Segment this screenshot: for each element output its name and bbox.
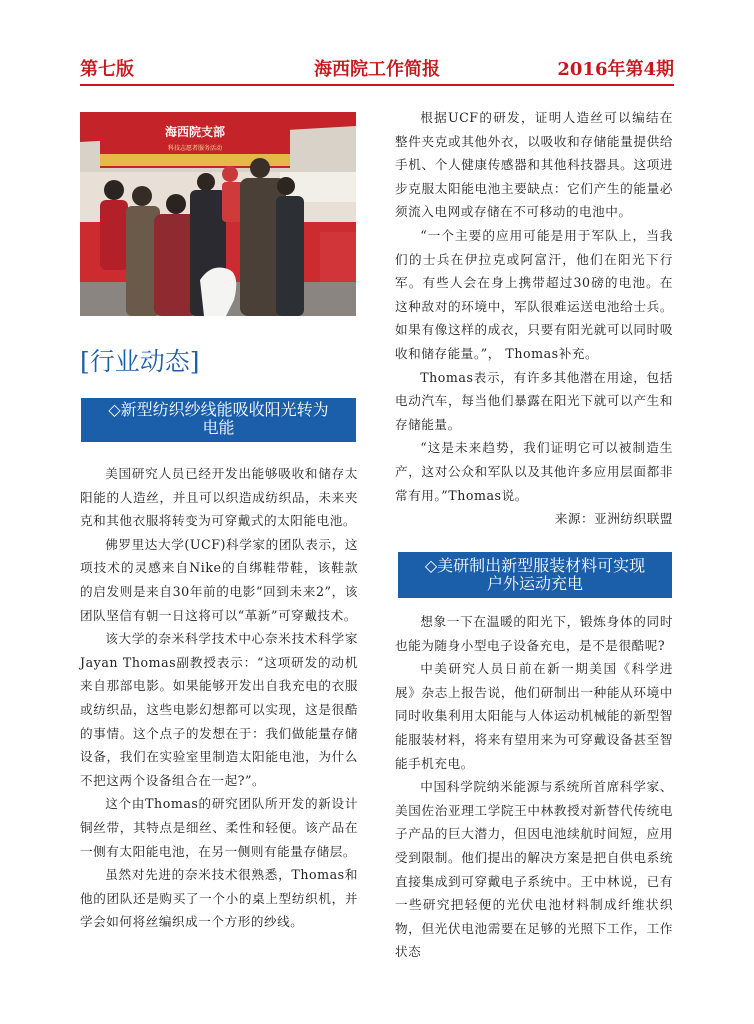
article2-paragraph: 中美研究人员日前在新一期美国《科学进展》杂志上报告说，他们研制出一种能从环境中同时收集利用太阳能与人体运动机械能的新型智能服装材料，将来有望用来为可穿戴设备甚至智能手机充电。 xyxy=(395,661,673,771)
article1-paragraph: “一个主要的应用可能是用于军队上，当我们的士兵在伊拉克或阿富汗，他们在阳光下行军。有些人会在身上携带超过30磅的电池。在这种敌对的环境中，军队很难运送电池给士兵。如果有像这样的成衣，只要有阳光就可以同时吸收和储存能量。”， Thomas补充。 xyxy=(395,227,673,361)
publication-title: 海西院工作简报 xyxy=(314,59,440,80)
edition-label: 第七版 xyxy=(80,59,134,80)
article1-column-left xyxy=(80,462,358,934)
article2-paragraph: 中国科学院纳米能源与系统所首席科学家、美国佐治亚理工学院王中林教授对新替代传统电子产品的巨大潜力，但因电池续航时间短，应用受到限制。他们提出的解决方案是把自供电系统直接集成到可穿戴电子系统中。王中林说，已有一些研究把轻便的光伏电池材料制成纤维状织物，但光伏电池需要在足够的光照下工作，工作状态 xyxy=(395,779,673,960)
article1-paragraph: 这个由Thomas的研究团队所开发的新设计铜丝带，其特点是细丝、柔性和轻便。该产品在一侧有太阳能电池，在另一侧则有能量存储层。 xyxy=(80,796,358,859)
article1-paragraph: 美国研究人员已经开发出能够吸收和储存太阳能的人造丝，并且可以织造成纺织品，未来夹克和其他衣服将转变为可穿戴式的太阳能电池。 xyxy=(80,466,358,529)
banner-subtitle: 科技志愿者服务活动 xyxy=(167,145,223,152)
article1-title xyxy=(81,398,356,442)
article1-source: 来源：亚洲纺织联盟 xyxy=(554,511,673,527)
issue-label: 2016年第4期 xyxy=(557,59,674,80)
header-rule xyxy=(80,84,674,86)
article1-paragraph: 该大学的奈米科学技术中心奈米技术科学家Jayan Thomas副教授表示：“这项研发的动机来自那部电影。如果能够开发出自我充电的衣服或纺织品，这些电影幻想都可以实现，这是很酷的事情。这个点子的发想在于：我们做能量存储设备，我们在实验室里制造太阳能电池，为什么不把这两个设备组合在一起?”。 xyxy=(80,631,358,788)
article1-paragraph: 虽然对先进的奈米技术很熟悉，Thomas和他的团队还是购买了一个小的桌上型纺织机，并学会如何将丝编织成一个方形的纱线。 xyxy=(80,867,358,930)
article2-paragraph: 想象一下在温暖的阳光下，锻炼身体的同时也能为随身小型电子设备充电，是不是很酷呢? xyxy=(395,614,673,653)
banner-title: 海西院支部 xyxy=(164,125,226,139)
article2-title xyxy=(398,552,672,598)
section-title: [行业动态] xyxy=(80,347,200,376)
article2-title-line1: ◇美研制出新型服装材料可实现 xyxy=(424,556,646,575)
article1-column-right xyxy=(395,106,673,531)
article1-paragraph: Thomas表示，有许多其他潜在用途，包括电动汽车，每当他们暴露在阳光下就可以产生和存储能量。 xyxy=(395,369,673,432)
article2-title-line2: 户外运动充电 xyxy=(486,574,583,593)
article1-title-line1: ◇新型纺织纱线能吸收阳光转为 xyxy=(108,400,329,419)
article2-body xyxy=(395,610,673,964)
page-header xyxy=(80,58,674,84)
article1-paragraph: 根据UCF的研发，证明人造丝可以编结在整件夹克或其他外衣，以吸收和存储能量提供给手机、个人健康传感器和其他科技器具。这项进步克服太阳能电池主要缺点：它们产生的能量必须流入电网或存储在不可移动的电池中。 xyxy=(395,110,673,220)
article1-paragraph: “这是未来趋势，我们证明它可以被制造生产，这对公众和军队以及其他许多应用层面都非常有用。”Thomas说。 xyxy=(395,440,673,503)
article1-paragraph: 佛罗里达大学(UCF)科学家的团队表示，这项技术的灵感来自Nike的自绑鞋带鞋，该鞋款的启发则是来自30年前的电影“回到未来2”，该团队坚信有朝一日这将可以“革新”可穿戴技术。 xyxy=(80,536,358,623)
event-photo xyxy=(80,112,356,316)
article1-title-line2: 电能 xyxy=(202,418,235,437)
